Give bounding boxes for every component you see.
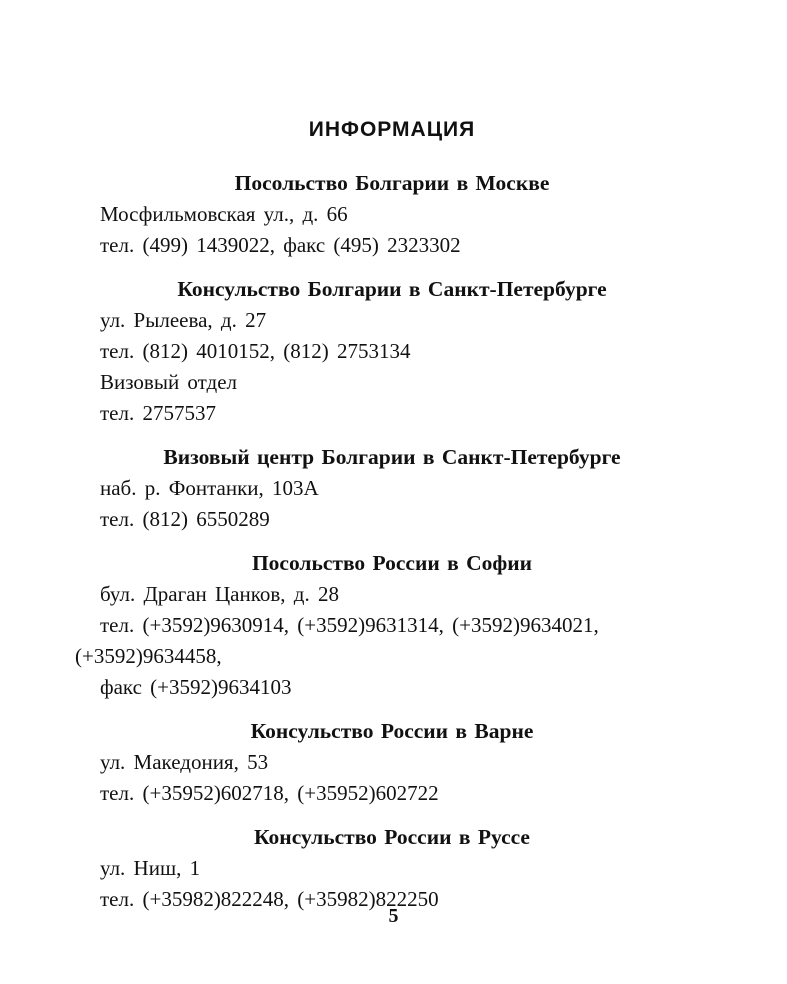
- phone-line-continuation: (+3592)9634458,: [75, 644, 222, 668]
- address-line: бул. Драган Цанков, д. 28: [100, 582, 339, 606]
- phone-line: тел. (812) 4010152, (812) 2753134: [100, 339, 411, 363]
- section-embassy-russia-sofia: [75, 548, 709, 703]
- section-heading: Консульство России в Варне: [250, 719, 534, 743]
- phone-line: тел. 2757537: [100, 401, 216, 425]
- address-line: наб. р. Фонтанки, 103А: [100, 476, 319, 500]
- phone-line: тел. (499) 1439022, факс (495) 2323302: [100, 233, 461, 257]
- address-line: ул. Македония, 53: [100, 750, 269, 774]
- section-heading: Консульство России в Руссе: [254, 825, 530, 849]
- fax-line: факс (+3592)9634103: [100, 675, 292, 699]
- section-consulate-russia-russe: [75, 822, 709, 915]
- address-line: ул. Ниш, 1: [100, 856, 201, 880]
- section-visa-center-bulgaria-spb: [75, 442, 709, 535]
- phone-line: тел. (+35982)822248, (+35982)822250: [100, 887, 439, 911]
- section-consulate-bulgaria-spb: [75, 274, 709, 429]
- address-line: ул. Рылеева, д. 27: [100, 308, 267, 332]
- page-number: 5: [388, 905, 399, 927]
- visa-department-label: Визовый отдел: [100, 370, 238, 394]
- section-heading: Консульство Болгарии в Санкт-Петербурге: [177, 277, 607, 301]
- address-line: Мосфильмовская ул., д. 66: [100, 202, 348, 226]
- section-consulate-russia-varna: [75, 716, 709, 809]
- phone-line: тел. (+35952)602718, (+35952)602722: [100, 781, 439, 805]
- section-heading: Посольство России в Софии: [251, 551, 533, 575]
- document-title: ИНФОРМАЦИЯ: [308, 118, 476, 141]
- phone-line: тел. (+3592)9630914, (+3592)9631314, (+3592)9634021,: [100, 613, 599, 637]
- phone-line: тел. (812) 6550289: [100, 507, 270, 531]
- section-heading: Визовый центр Болгарии в Санкт-Петербурге: [163, 445, 621, 469]
- section-heading: Посольство Болгарии в Москве: [234, 171, 550, 195]
- section-embassy-bulgaria-moscow: [75, 168, 709, 261]
